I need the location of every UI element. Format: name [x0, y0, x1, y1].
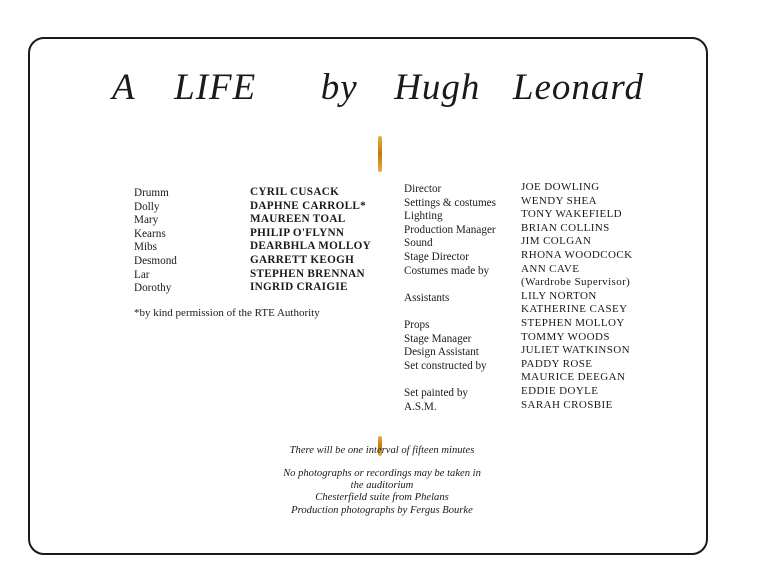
crew-name: LILY NORTON: [521, 289, 597, 302]
staple-mark: [378, 136, 382, 172]
cast-role: Mibs: [134, 241, 158, 254]
crew-name: BRIAN COLLINS: [521, 221, 610, 234]
cast-actor: DAPHNE CARROLL*: [250, 199, 367, 212]
crew-role: [404, 373, 496, 387]
cast-role: Drumm: [134, 187, 169, 199]
cast-actor: GARRETT KEOGH: [250, 253, 355, 266]
crew-names: [521, 181, 632, 412]
crew-role: Director: [404, 183, 442, 195]
interval-notice: [252, 445, 512, 457]
crew-role: Lighting: [404, 210, 443, 223]
crew-name: JIM COLGAN: [521, 235, 592, 248]
crew-role: [404, 278, 496, 292]
interval-text: There will be one interval of fifteen minutes: [289, 445, 475, 456]
crew-role: Props: [404, 318, 430, 331]
title-word: LIFE: [174, 67, 257, 108]
cast-actor: CYRIL CUSACK: [250, 186, 340, 198]
house-notices: [252, 468, 512, 517]
crew-name: WENDY SHEA: [521, 194, 597, 207]
programme-title: [0, 66, 758, 109]
crew-name: (Wardrobe Supervisor): [521, 276, 631, 289]
furniture-credit: Chesterfield suite from Phelans: [315, 492, 449, 504]
crew-role: Set painted by: [404, 386, 469, 399]
crew-role: Settings & costumes: [404, 196, 496, 209]
cast-roles: [134, 187, 177, 296]
title-byline: by: [320, 67, 358, 108]
photography-notice: No photographs or recordings may be taken in: [283, 468, 481, 479]
cast-role: Dorothy: [134, 282, 172, 295]
crew-role: Set constructed by: [404, 359, 487, 372]
author-last-name: Leonard: [512, 67, 644, 108]
crew-role: Production Manager: [404, 223, 496, 236]
crew-name: MAURICE DEEGAN: [521, 371, 626, 384]
crew-name: STEPHEN MOLLOY: [521, 316, 625, 329]
title-word: A: [112, 67, 136, 108]
cast-role: Mary: [134, 214, 159, 227]
photography-notice-cont: the auditorium: [350, 480, 414, 492]
cast-actor: MAUREEN TOAL: [250, 213, 346, 226]
crew-role: Assistants: [404, 291, 450, 304]
crew-role: [404, 305, 496, 319]
cast-role: Kearns: [134, 227, 166, 240]
cast-role: Desmond: [134, 254, 177, 267]
crew-name: RHONA WOODCOCK: [521, 248, 633, 261]
crew-name: JOE DOWLING: [521, 181, 600, 193]
photo-credit: Production photographs by Fergus Bourke: [291, 504, 473, 516]
crew-name: SARAH CROSBIE: [521, 398, 613, 411]
crew-name: PADDY ROSE: [521, 357, 593, 370]
crew-name: KATHERINE CASEY: [521, 303, 628, 316]
crew-role: Design Assistant: [404, 346, 479, 359]
crew-name: EDDIE DOYLE: [521, 384, 599, 397]
cast-actor: INGRID CRAIGIE: [250, 281, 348, 294]
crew-role: Stage Manager: [404, 332, 472, 345]
crew-name: TOMMY WOODS: [521, 330, 610, 343]
crew-name: TONY WAKEFIELD: [521, 208, 623, 221]
crew-role: A.S.M.: [404, 400, 437, 413]
cast-actor: DEARBHLA MOLLOY: [250, 240, 372, 253]
crew-name: JULIET WATKINSON: [521, 344, 630, 357]
cast-footnote: *by kind permission of the RTE Authority: [134, 307, 320, 319]
cast-actor: PHILIP O'FLYNN: [250, 226, 345, 239]
crew-name: ANN CAVE: [521, 262, 580, 275]
cast-role: Dolly: [134, 200, 160, 213]
crew-role: Stage Director: [404, 250, 469, 263]
cast-role: Lar: [134, 268, 150, 281]
crew-role: Sound: [404, 237, 433, 250]
author-first-name: Hugh: [394, 67, 481, 108]
cast-actors: [250, 186, 371, 295]
crew-role: Costumes made by: [404, 264, 490, 277]
cast-actor: STEPHEN BRENNAN: [250, 267, 365, 280]
crew-roles: [404, 183, 496, 414]
